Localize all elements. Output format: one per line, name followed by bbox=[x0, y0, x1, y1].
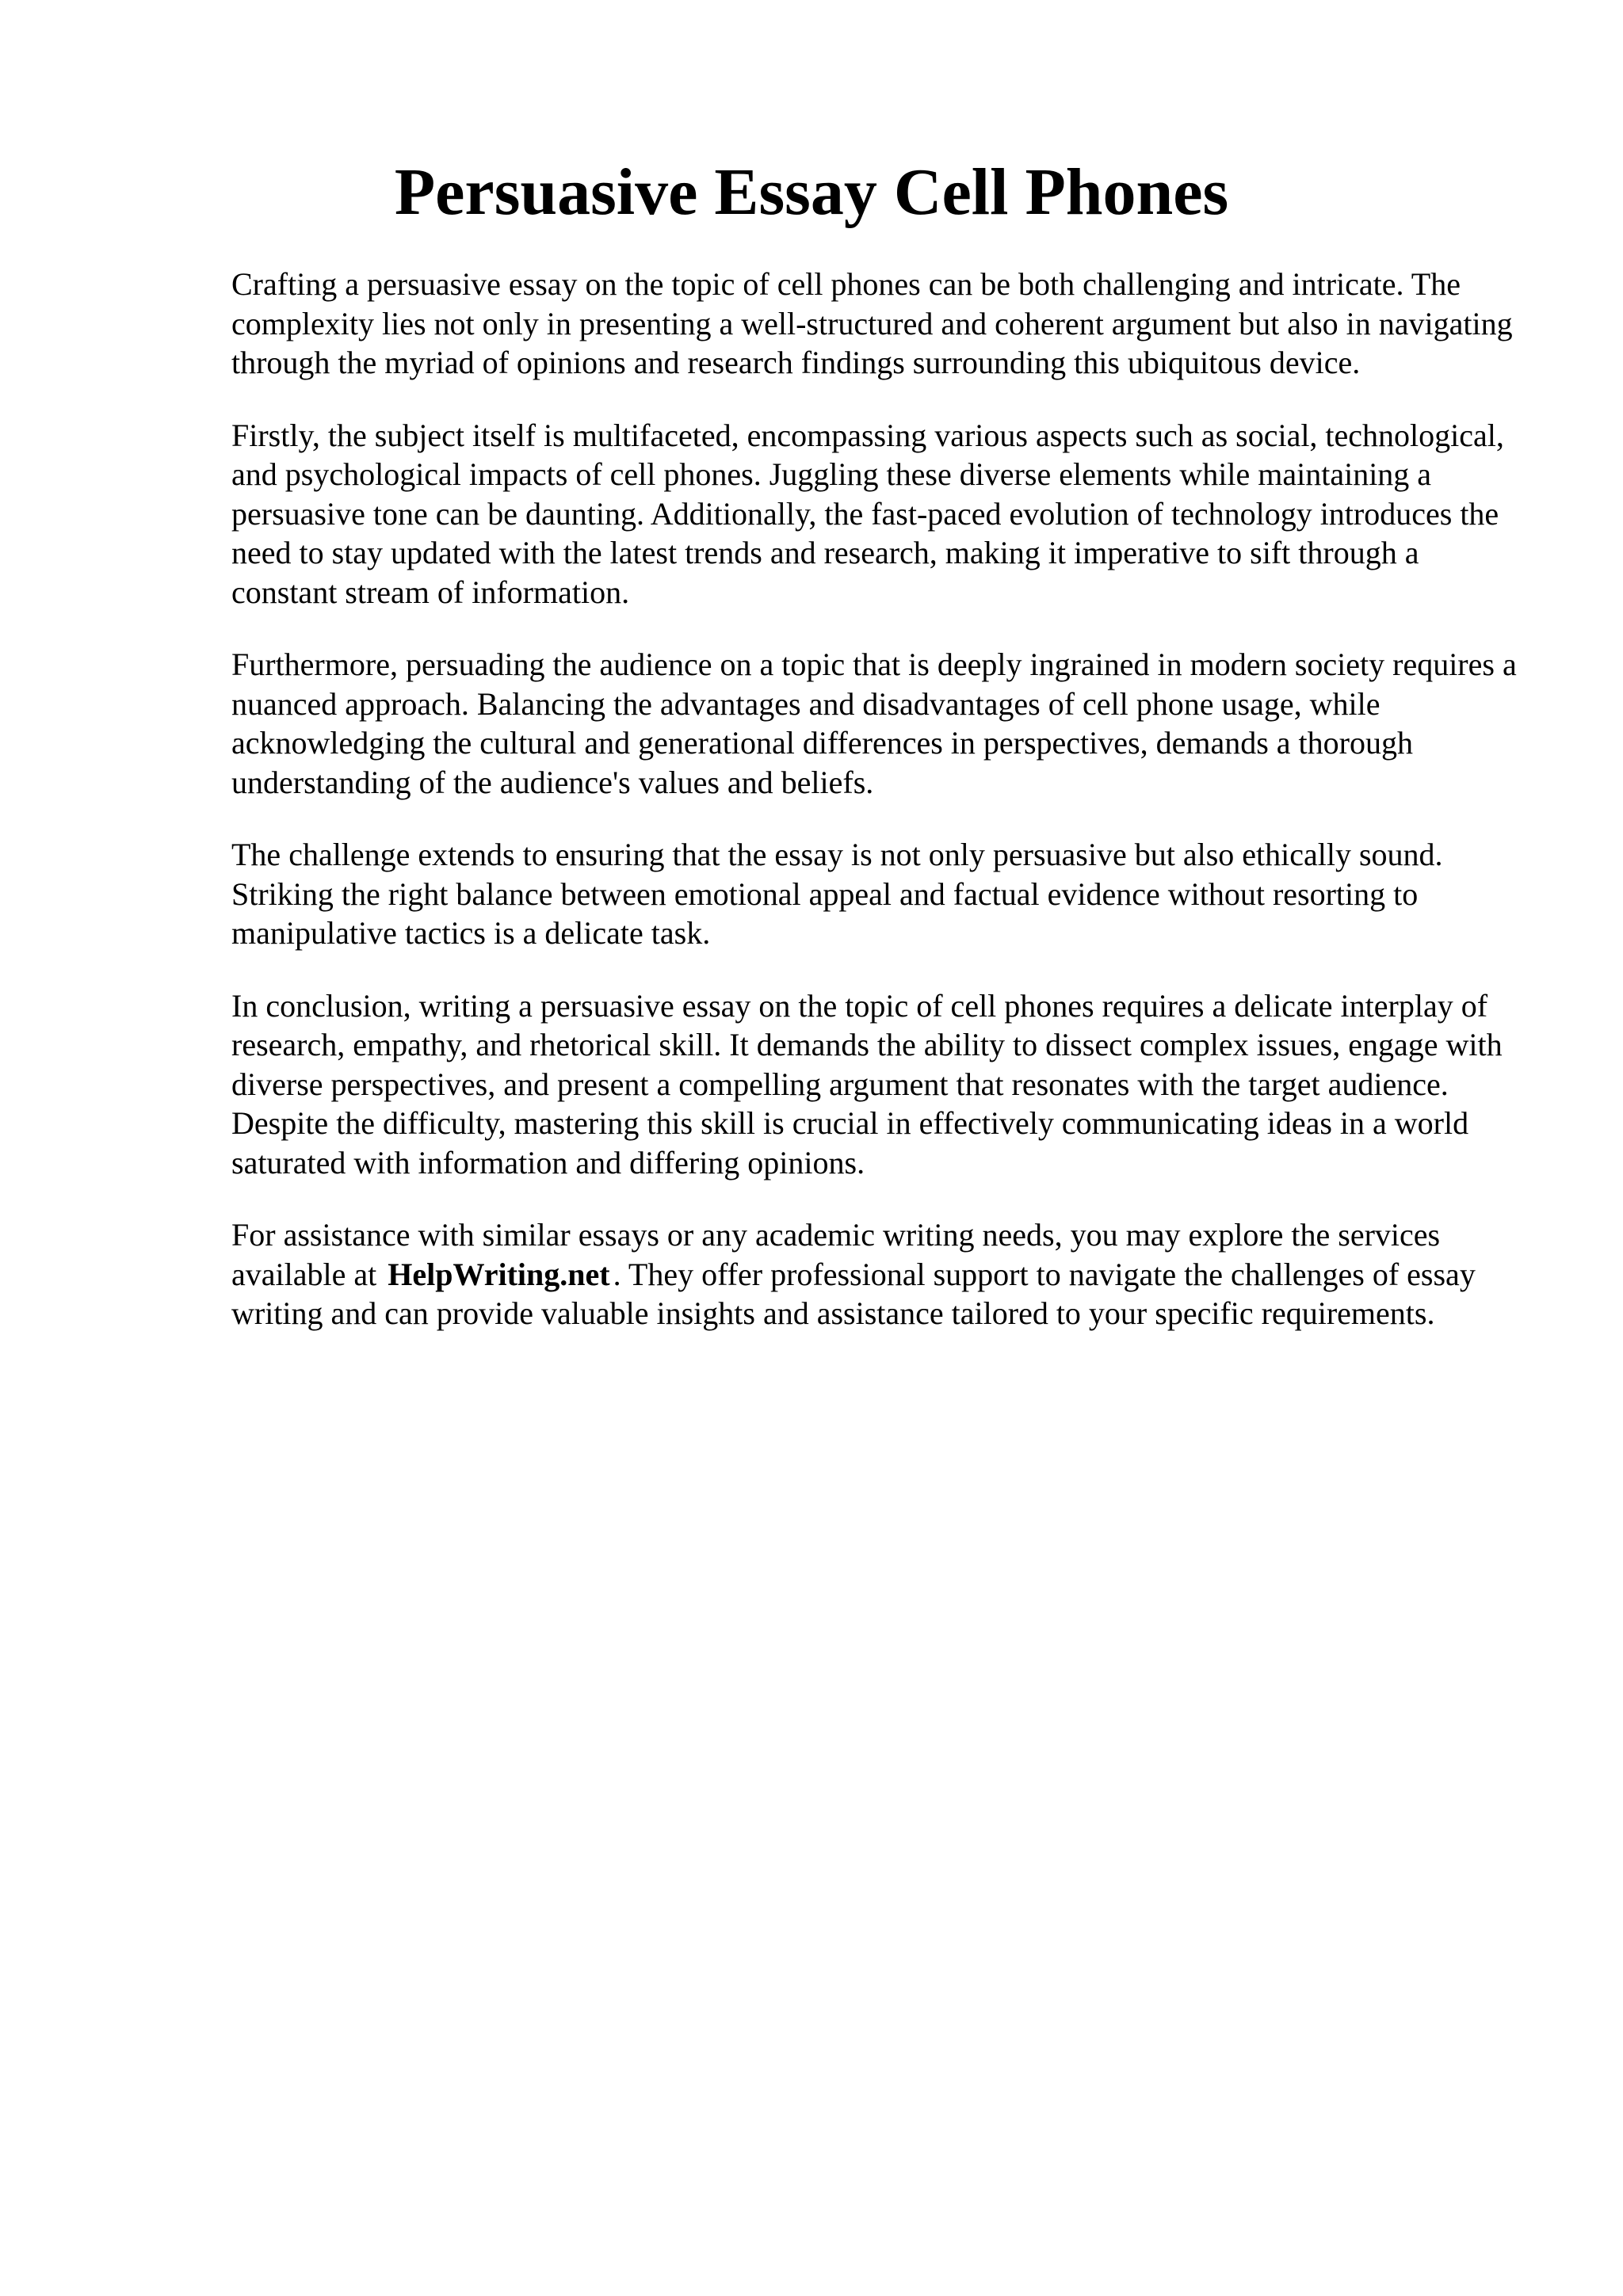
paragraph-challenge: The challenge extends to ensuring that the essay is not only persuasive but also ethically sound. Striking the right balance between emotional appeal and factual evidence without resorting to manipulative tactics is a delicate task. bbox=[231, 837, 1443, 951]
document-title: Persuasive Essay Cell Phones bbox=[394, 155, 1229, 229]
paragraph-furthermore: Furthermore, persuading the audience on a topic that is deeply ingrained in modern society requires a nuanced approach. Balancing the advantages and disadvantages of cell phone usage, while acknowledging the cultural and generational differences in perspectives, demands a thorough understanding of the audience's values and beliefs. bbox=[231, 646, 1517, 800]
paragraph-closing bbox=[231, 1215, 1531, 1333]
document-body bbox=[231, 265, 1531, 1367]
paragraph-conclusion: In conclusion, writing a persuasive essay on the topic of cell phones requires a delicate interplay of research, empathy, and rhetorical skill. It demands the ability to dissect complex issues, engage with diverse perspectives, and present a compelling argument that resonates with the target audience. Despite the difficulty, mastering this skill is crucial in effectively communicating ideas in a world saturated with information and differing opinions. bbox=[231, 987, 1503, 1180]
closing-text-before-link: For assistance with similar essays or any academic writing needs, you may explore the services available at bbox=[231, 1217, 1441, 1292]
paragraph-intro: Crafting a persuasive essay on the topic of cell phones can be both challenging and intricate. The complexity lies not only in presenting a well-structured and coherent argument but also in navigating through the myriad of opinions and research findings surrounding this ubiquitous device. bbox=[231, 266, 1513, 380]
closing-text-after-link: . They offer professional support to navigate the challenges of essay writing and can provide valuable insights and assistance tailored to your specific requirements. bbox=[231, 1256, 1476, 1331]
paragraph-firstly: Firstly, the subject itself is multifaceted, encompassing various aspects such as social, technological, and psychological impacts of cell phones. Juggling these diverse elements while maintaining a persuasive tone can be daunting. Additionally, the fast-paced evolution of technology introduces the need to stay updated with the latest trends and research, making it imperative to sift through a constant stream of information. bbox=[231, 417, 1504, 610]
helpwriting-link[interactable]: HelpWriting.net bbox=[388, 1256, 610, 1292]
